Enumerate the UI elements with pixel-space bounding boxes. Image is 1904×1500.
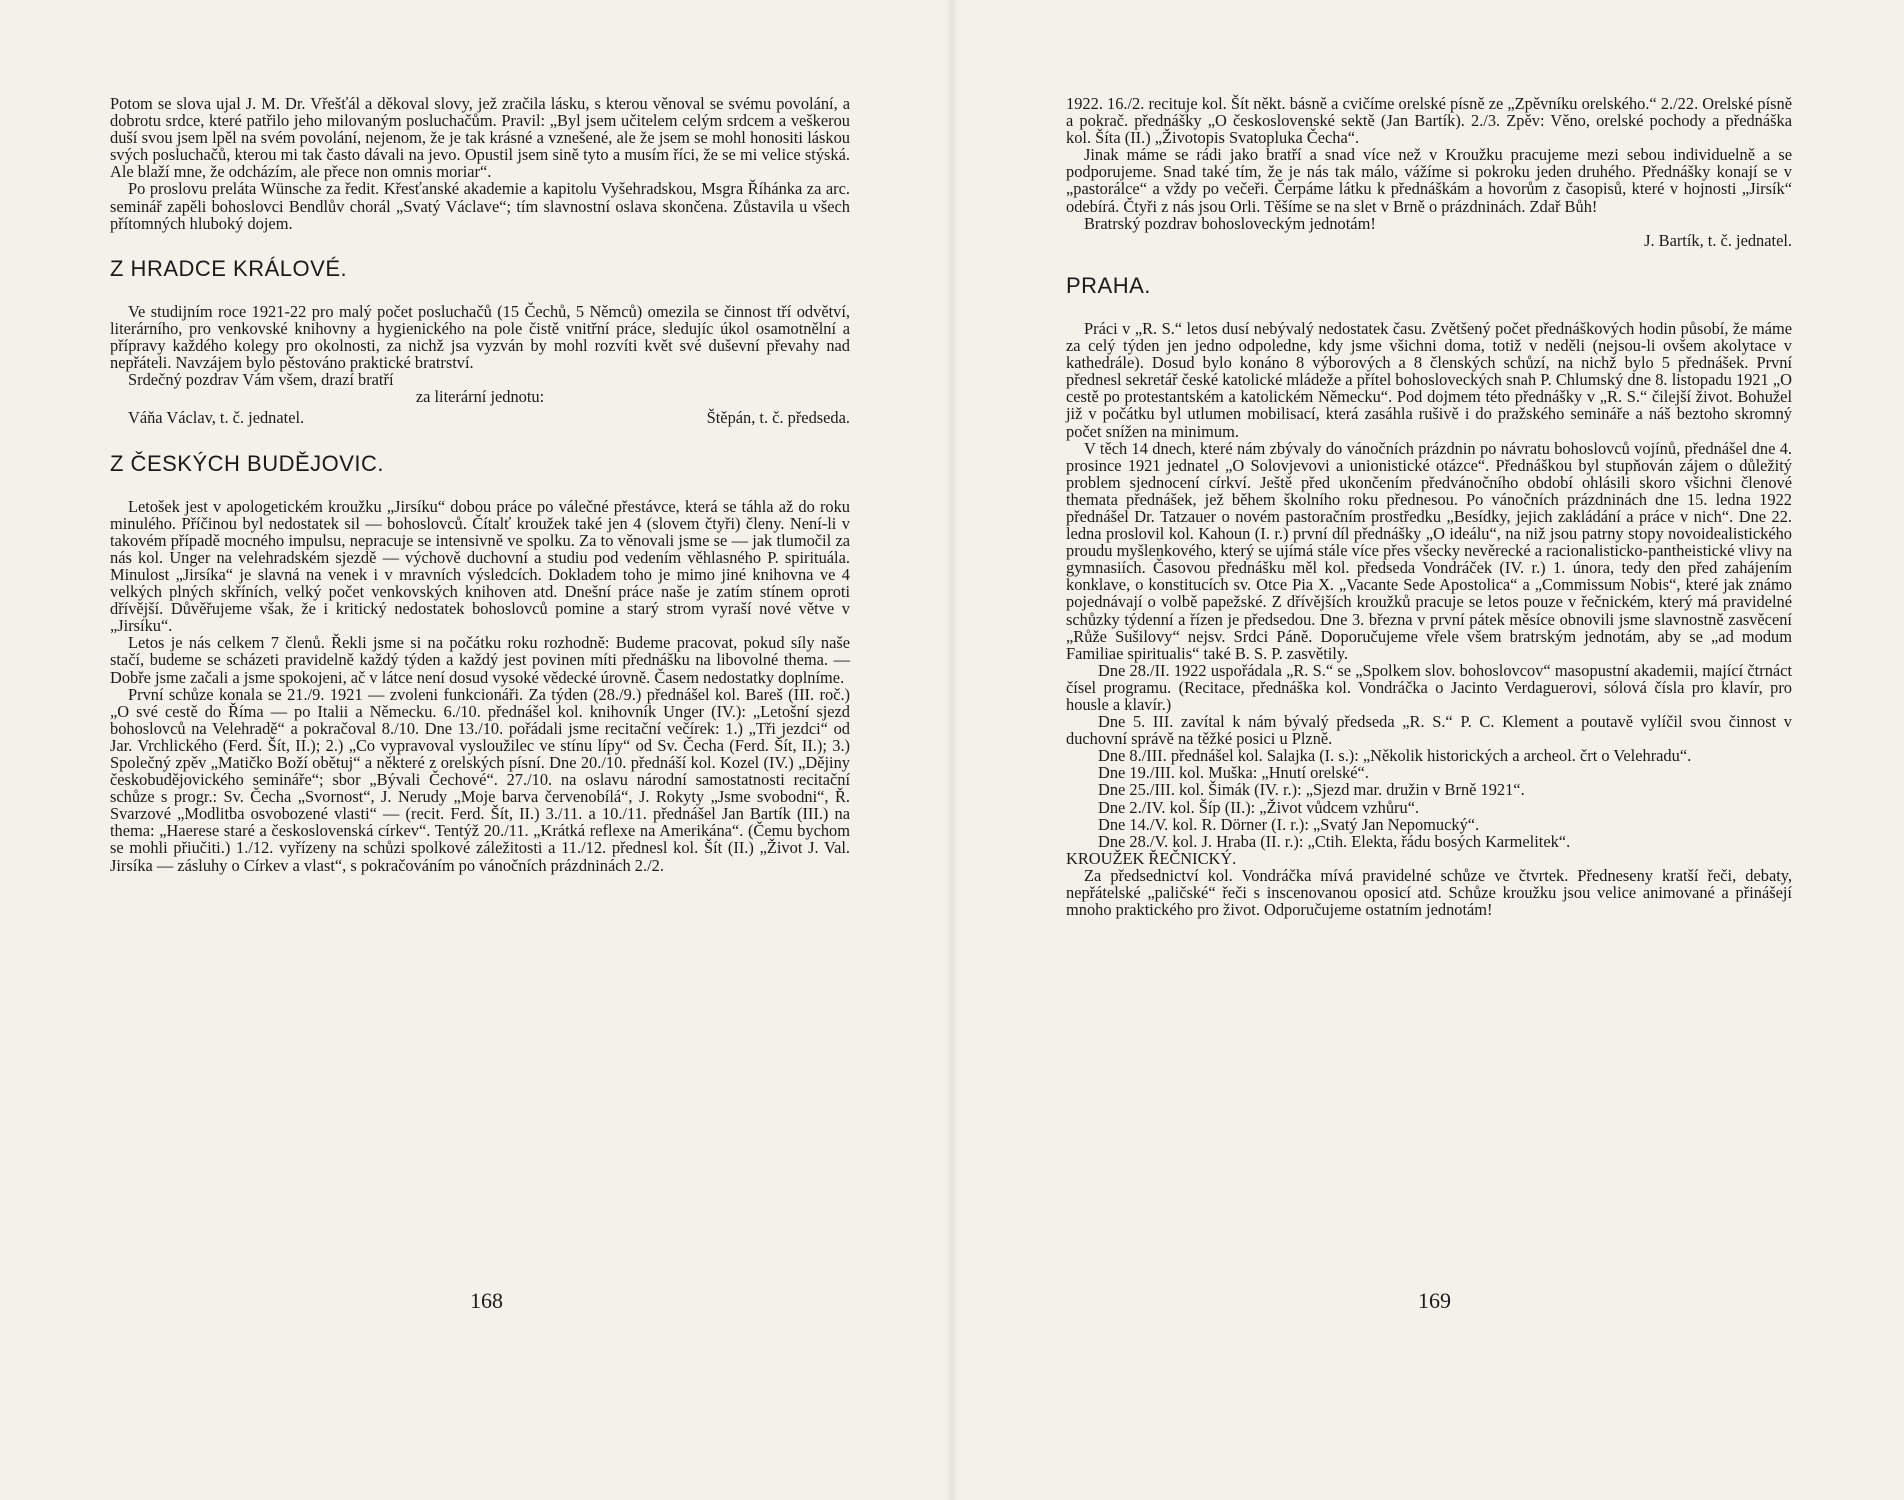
list-item: Dne 28./V. kol. J. Hraba (II. r.): „Ctih. Elekta, řádu bosých Karmelitek“. (1098, 831, 1571, 851)
signature: J. Bartík, t. č. jednatel. (1644, 230, 1792, 250)
paragraph: Potom se slova ujal J. M. Dr. Vřešťál a děkoval slovy, jež zračila lásku, s kterou věnoval se svému povolání, a dobrotu srdce, které patřilo jeho milovaným posluchačům. Pravil: „Byl jsem učitelem celým srdcem a veškerou duší svou jsem lpěl na svém povolání, nejenom, že je tak krásné a vznešené, ale že jsem se mohl honositi láskou svých posluchačů, kterou mi tak často dávali na jevo. Opustil jsem sině tyto a musím říci, že se mi velice stýská. Ale blaží mne, že odcházím, ale přece non omnis moriar“. (110, 94, 850, 182)
paragraph: Srdečný pozdrav Vám všem, drazí bratří (128, 370, 394, 390)
signature-left: Váňa Václav, t. č. jednatel. (128, 408, 305, 428)
subheading-krouzek: KROUŽEK ŘEČNICKÝ. (1066, 848, 1237, 868)
page-number: 168 (470, 1288, 503, 1313)
paragraph: Za předsednictví kol. Vondráčka mívá pravidelné schůze ve čtvrtek. Předneseny kratší řeči, debaty, nepřátelské „paličské“ řeči s inscenovanou oposicí atd. Schůze kroužku jsou velice animované a přinášejí mnoho praktického pro život. Odporučujeme ostatním jednotám! (1066, 865, 1792, 920)
section-heading-budejovice: Z ČESKÝCH BUDĚJOVIC. (110, 450, 385, 476)
list-item: Dne 2./IV. kol. Šíp (II.): „Život vůdcem vzhůru“. (1098, 797, 1420, 817)
section-heading-hradec: Z HRADCE KRÁLOVÉ. (110, 255, 348, 281)
paragraph: 1922. 16./2. recituje kol. Šít někt. básně a cvičíme orelské písně ze „Zpěvníku orelského.“ 2./22. Orelské písně a pokrač. přednášky „O československé sektě (Jan Bartík). 2./3. Zpěv: Věno, orelské pochody a přednáška kol. Šíta (II.) „Životopis Svatopluka Čecha“. (1066, 94, 1792, 148)
paragraph: Dne 8./III. přednášel kol. Salajka (I. s.): „Několik historických a archeol. črt o Velehradu“. (1098, 746, 1692, 766)
paragraph: Bratrský pozdrav bohosloveckým jednotám! (1084, 213, 1376, 233)
signature-for: za literární jednotu: (415, 387, 545, 407)
right-column (1066, 95, 1792, 918)
list-item: Dne 25./III. kol. Šimák (IV. r.): „Sjezd mar. družin v Brně 1921“. (1098, 780, 1525, 800)
paragraph: Ve studijním roce 1921-22 pro malý počet posluchačů (15 Čechů, 5 Němců) omezila se činnost tří odvětví, literárního, pro venkovské knihovny a hygienického na pole čistě vnitřní práce, sledujíc úkol osamotnělní a přípravy každého kolegy pro okolnosti, za nichž jsa vyzván by mohl rozvíti květ své duševní převahy nad nepřáteli. Navzájem bylo pěstováno praktické bratrství. (110, 301, 850, 373)
page-number: 169 (1418, 1288, 1451, 1313)
right-page (952, 0, 1904, 1500)
signature-row (110, 409, 850, 426)
paragraph: Letos je nás celkem 7 členů. Řekli jsme si na počátku roku rozhodně: Budeme pracovat, pokud síly naše stačí, budeme se scházeti pravidelně každý týden a každý jest povinen míti přednášku na libovolné thema. — Dobře jsme začali a jsme spokojeni, ač v látce není dosud vysoké vědecké úrovně. Časem nedostatky doplníme. (110, 633, 850, 687)
paragraph: Jinak máme se rádi jako bratří a snad více než v Kroužku pracujeme mezi sebou individuelně a se podporujeme. Snad také tím, že je nás tak málo, vážíme si pokroku jeden druhého. Přednášky konají se v „pastorálce“ a vždy po večeři. Čerpáme látku k přednáškám a hovorům z časopisů, které v hojnosti „Jirsík“ odebírá. Čtyři z nás jsou Orli. Těšíme se na slet v Brně o prázdninách. Zdař Bůh! (1066, 145, 1792, 216)
signature-right: Štěpán, t. č. předseda. (706, 408, 850, 428)
paragraph: První schůze konala se 21./9. 1921 — zvoleni funkcionáři. Za týden (28./9.) přednášel kol. Bareš (III. roč.) „O své cestě do Říma — po Italii a Německu. 6./10. přednášel kol. knihovník Unger (IV.): „Letošní sjezd bohoslovců na Velehradě“ a pokračoval 8./10. Dne 13./10. pořádali jsme recitační večírek: 1.) „Tři jezdci“ od Jar. Vrchlického (Ferd. Šít, II.); 2.) „Co vypravoval vysloužilec ve stínu lípy“ od Sv. Čecha (Ferd. Šít, II.); 3.) Společný zpěv „Matičko Boží obětuj“ a některé z orelských písní. Dne 20./10. přednáší kol. Kozel (IV.) „Dějiny českobudějovického semináře“; sbor „Bývali Čechové“. 27./10. na oslavu národní samostatnosti recitační schůze s progr.: Sv. Čecha „Svornost“, J. Nerudy „Moje barva červenobílá“, J. Rokyty „Jsme svobodni“, Ř. Svarzové „Modlitba osvobozené vlasti“ — (recit. Ferd. Šít, II.) 3./11. a 10./11. přednášel Jan Bartík (III.) na thema: „Haerese staré a československá církev“. Tentýž 20./11. „Krátká reflexe na Amerikána“. (Čemu bychom se mohli přiučiti.) 1./12. vyřízeny na schůzi spolkové záležitosti a 11./12. přednesl kol. Šít (II.) „Život J. Val. Jirsíka — zásluhy o Církev a vlast“, s pokračováním po vánočních prázdninách 2./2. (110, 684, 850, 875)
list-item: Dne 19./III. kol. Muška: „Hnutí orelské“. (1098, 763, 1369, 783)
paragraph: Práci v „R. S.“ letos dusí nebývalý nedostatek času. Zvětšený počet přednáškových hodin působí, že máme za celý týden jen jedno odpoledne, kdy jsme všichni doma, totiž v neděli (nejsou-li ovšem akolytace v kathedrále). Dosud bylo konáno 8 výborových a 8 členských schůzí, na nichž bylo 5 přednášek. První přednesl sekretář české katolické mládeže a přítel bohosloveckých snah P. Chlumský dne 8. listopadu 1921 „O cestě po protestantském a katolickém Německu“. Pod dojmem této přednášky v „R. S.“ čilejší život. Bohužel již v počátku byl utlumen mobilisací, která zasáhla rušivě i do pražského semináře a náš beztoho skromný počet snížen na minimum. (1066, 318, 1792, 441)
paragraph: Po proslovu preláta Wünsche za ředit. Křesťanské akademie a kapitolu Vyšehradskou, Msgra Říhánka za arc. seminář zapěli bohoslovci Bendlův chorál „Svatý Václave“; tím slavnostní oslava skončena. Zůstavila u všech přítomných hluboký dojem. (110, 179, 850, 233)
paragraph: Letošek jest v apologetickém kroužku „Jirsíku“ dobou práce po válečné přestávce, která se táhla až do roku minulého. Příčinou byl nedostatek sil — bohoslovců. Čítalť kroužek také jen 4 (slovem čtyři) členy. Není-li v takovém případě mocného impulsu, nepracuje se intensivně ve spolku. Za to věnovali jsme se — jak tlumočil za nás kol. Unger na velehradském sjezdě — výchově duchovní a studiu pod vedením věhlasného P. spirituála. Minulost „Jirsíka“ je slavná na venek i v mravních výsledcích. Dokladem toho je mimo jiné knihovna ve 4 velkých plných skříních, velký počet venkovských knihoven atd. Dnešní práce naše je zatím stínem oproti dřívější. Důvěřujeme však, že i kritický nedostatek bohoslovců pomine a starý strom vyraší nové větve v „Jirsíku“. (110, 496, 850, 636)
paragraph: V těch 14 dnech, které nám zbývaly do vánočních prázdnin po návratu bohoslovců vojínů, přednášel dne 4. prosince 1921 jednatel „O Solovjevovi a unionistické otázce“. Přednáškou byl stupňován zájem o důležitý problem sjednocení církví. Ještě před ukončením předvánočního období ohlásili skoro všichni členové themata přednášek, jež během školního roku přednesou. Po vánočních prázdninách dne 15. ledna 1922 přednášel Dr. Tatzauer o novém pastoračním prostředku „Besídky, jejich zakládání a práce v nich“. Dne 22. ledna proslovil kol. Kahoun (I. r.) první díl přednášky „O ideálu“, na niž jsou patrny stopy novoidealistického proudu myšlenkového, který se ujímá stále více přes všecky nevěrecké a racionalisticko-pantheistické vlivy na gymnasiích. Časovou přednášku měl kol. předseda Vondráček (IV. r.) 1. února, tedy den před zahájením konklave, o konstitucích sv. Otce Pia X. „Vacante Sede Apostolica“ a „Commissum Nobis“, které jak známo pojednávají o volbě papežské. Z dřívějších kroužků pracuje se letos pouze v řečnickém, který má pravidelné schůzky týdenní a řízen je předsedou. Dne 3. března v první pátek měsíce obnovili jsme slavnostně zasvěcení „Růže Sušilovy“ nejsv. Srdci Páně. Doporučujeme vřele všem bratrským jednotám, aby se „ad modum Familiae spiritualis“ také B. S. P. zasvětily. (1066, 438, 1792, 663)
section-heading-praha: PRAHA. (1066, 272, 1151, 298)
paragraph: Dne 28./II. 1922 uspořádala „R. S.“ se „Spolkem slov. bohoslovcov“ masopustní akademii, mající čtrnáct čísel programu. (Recitace, přednáška kol. Vondráčka o Jacinto Verdaguerovi, sólová čísla pro klavír, pro housle a klavír.) (1066, 660, 1792, 714)
paragraph: Dne 5. III. zavítal k nám bývalý předseda „R. S.“ P. C. Klement a poutavě vylíčil svou činnost v duchovní správě na těžké posici u Plzně. (1066, 712, 1792, 749)
list-item: Dne 14./V. kol. R. Dörner (I. r.): „Svatý Jan Nepomucký“. (1098, 814, 1480, 834)
left-column (110, 95, 850, 874)
